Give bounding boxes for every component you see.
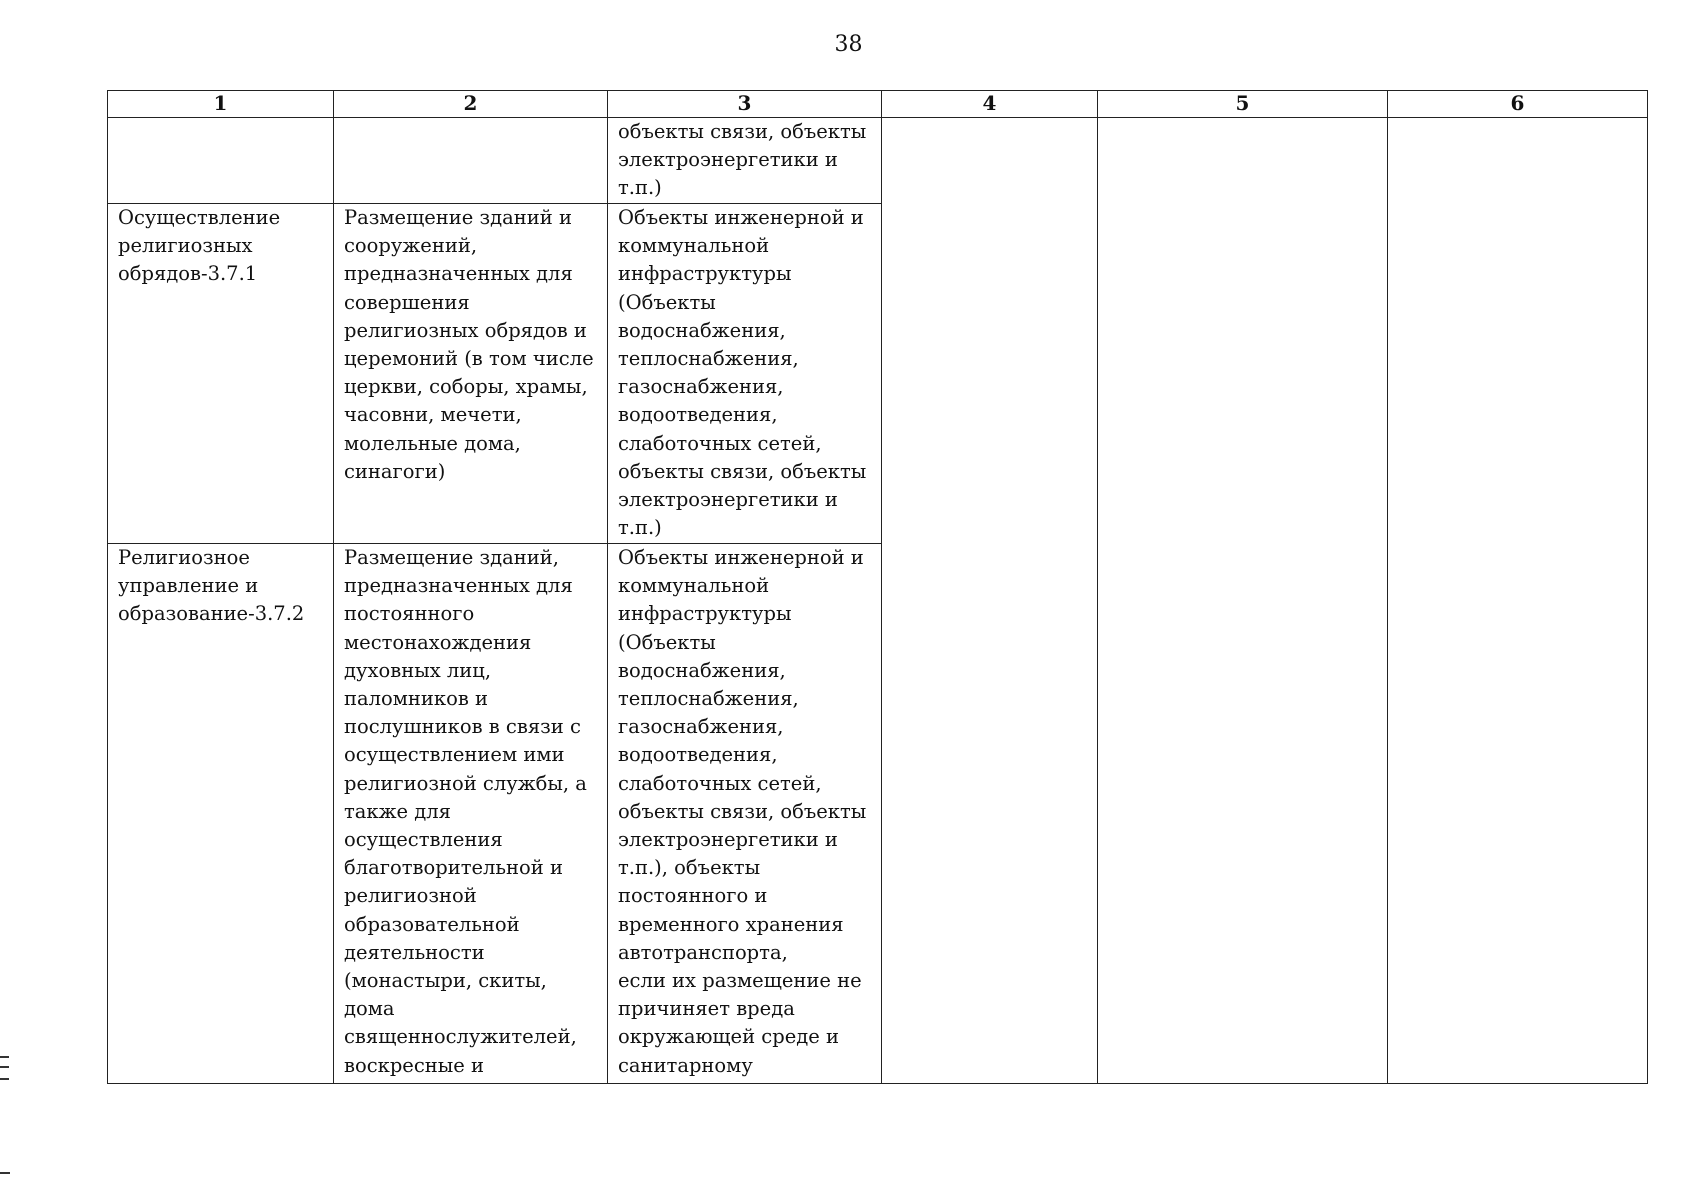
- cell-column-4: [882, 118, 1098, 1084]
- cell-use-type: [108, 118, 334, 204]
- table-header-row: [108, 91, 1648, 118]
- cell-description: Размещение зданий, предназначенных для постоянного местонахождения духовных лиц, паломников и послушников в связи с осуществлением ими религиозной службы, а также для осуществления благотворительной и религиозной образовательной деятельности (монастыри, скиты, дома священнослужителей, воскресные и: [334, 544, 608, 1084]
- cell-description: Размещение зданий и сооружений, предназначенных для совершения религиозных обрядов и церемоний (в том числе церкви, соборы, храмы, часовни, мечети, молельные дома, синагоги): [334, 204, 608, 544]
- cell-column-6: [1388, 118, 1648, 1084]
- cell-auxiliary-uses: объекты связи, объекты электроэнергетики и т.п.): [608, 118, 882, 204]
- column-header-6: 6: [1388, 91, 1648, 118]
- cell-use-type: Осуществление религиозных обрядов-3.7.1: [108, 204, 334, 544]
- page-number: 38: [834, 32, 863, 57]
- scan-artifact-mark: [0, 1066, 9, 1068]
- column-header-3: 3: [608, 91, 882, 118]
- cell-use-type: Религиозное управление и образование-3.7.2: [108, 544, 334, 1084]
- permitted-use-table: [107, 90, 1648, 1084]
- scan-artifact-mark: [0, 1172, 10, 1174]
- cell-auxiliary-uses: Объекты инженерной и коммунальной инфраструктуры (Объекты водоснабжения, теплоснабжения, газоснабжения, водоотведения, слаботочных сетей, объекты связи, объекты электроэнергетики и т.п.): [608, 204, 882, 544]
- column-header-4: 4: [882, 91, 1098, 118]
- cell-description: [334, 118, 608, 204]
- column-header-2: 2: [334, 91, 608, 118]
- cell-column-5: [1098, 118, 1388, 1084]
- table-row: [108, 118, 1648, 204]
- scan-artifact-mark: [0, 1056, 9, 1058]
- scan-artifact-mark: [0, 1078, 9, 1080]
- column-header-5: 5: [1098, 91, 1388, 118]
- cell-auxiliary-uses: Объекты инженерной и коммунальной инфраструктуры (Объекты водоснабжения, теплоснабжения, газоснабжения, водоотведения, слаботочных сетей, объекты связи, объекты электроэнергетики и т.п.), объекты постоянного и временного хранения автотранспорта, если их размещение не причиняет вреда окружающей среде и санитарному: [608, 544, 882, 1084]
- column-header-1: 1: [108, 91, 334, 118]
